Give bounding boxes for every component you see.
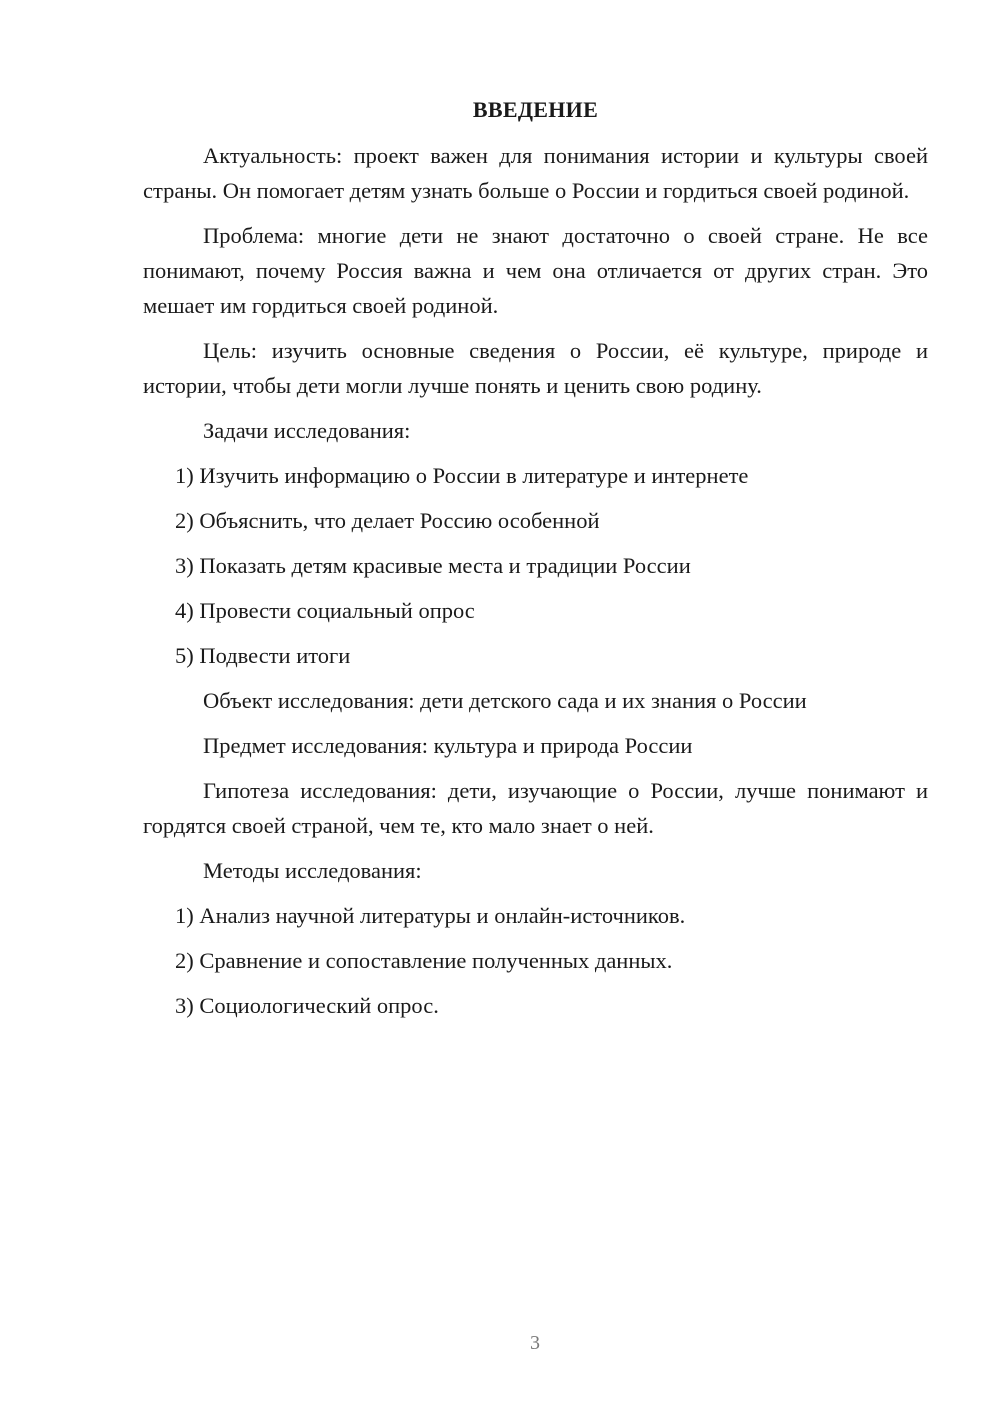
list-item: 2) Сравнение и сопоставление полученных данных.: [175, 948, 673, 973]
list-item: 2) Объяснить, что делает Россию особенной: [175, 508, 600, 533]
list-item: 4) Провести социальный опрос: [175, 598, 475, 623]
list-item: 3) Социологический опрос.: [175, 993, 439, 1018]
research-object: Объект исследования: дети детского сада и их знания о России: [203, 688, 807, 713]
list-item: 1) Изучить информацию о России в литературе и интернете: [175, 463, 749, 488]
list-item: 5) Подвести итоги: [175, 643, 351, 668]
methods-list: [143, 898, 928, 1023]
problem-paragraph: Проблема: многие дети не знают достаточно о своей стране. Не все понимают, почему Россия важна и чем она отличается от других стран. Это мешает им гордиться своей родиной.: [143, 223, 928, 318]
page-number: 3: [530, 1332, 540, 1354]
list-item: 3) Показать детям красивые места и традиции России: [175, 553, 691, 578]
tasks-heading: Задачи исследования:: [203, 418, 411, 443]
relevance-paragraph: Актуальность: проект важен для понимания истории и культуры своей страны. Он помогает детям узнать больше о России и гордиться своей родиной.: [143, 143, 928, 203]
tasks-list: [143, 458, 928, 673]
list-item: 1) Анализ научной литературы и онлайн-источников.: [175, 903, 686, 928]
hypothesis-paragraph: Гипотеза исследования: дети, изучающие о России, лучше понимают и гордятся своей страной, чем те, кто мало знает о ней.: [143, 778, 928, 838]
research-subject: Предмет исследования: культура и природа России: [203, 733, 693, 758]
section-title: ВВЕДЕНИЕ: [472, 97, 599, 122]
document-body: [143, 92, 928, 1033]
methods-heading: Методы исследования:: [203, 858, 422, 883]
goal-paragraph: Цель: изучить основные сведения о России, её культуре, природе и истории, чтобы дети могли лучше понять и ценить свою родину.: [143, 338, 928, 398]
